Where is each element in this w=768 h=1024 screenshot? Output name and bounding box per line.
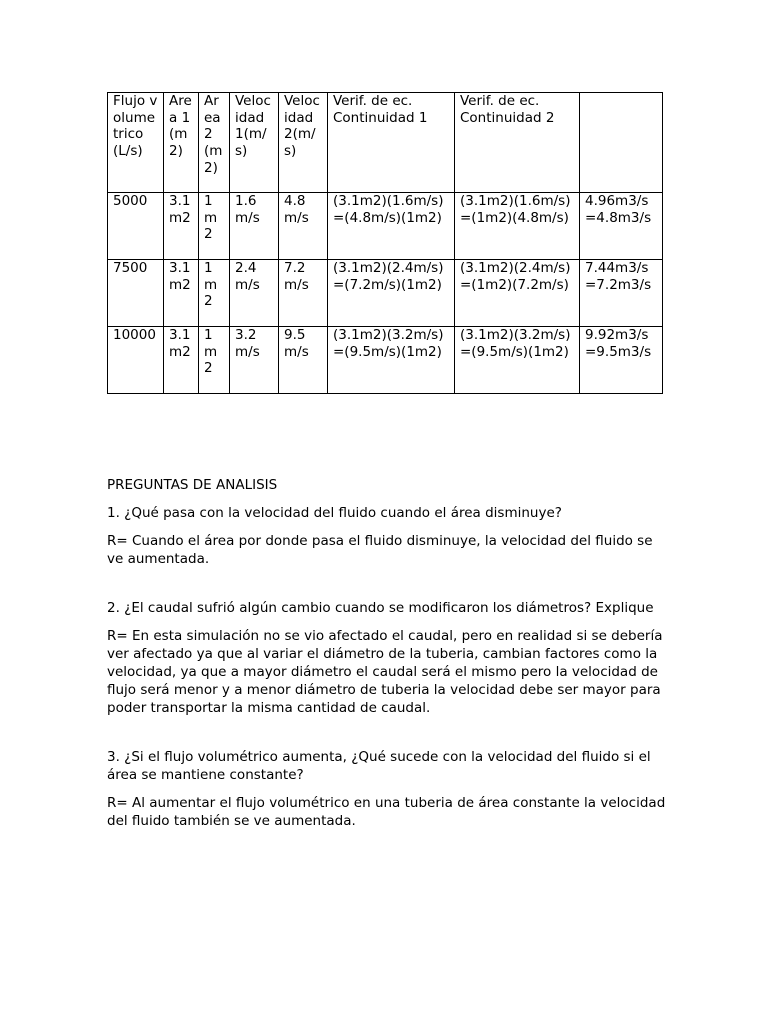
table-cell: 3.1m2 xyxy=(164,193,199,260)
table-cell: 4.96m3/s=4.8m3/s xyxy=(580,193,663,260)
table-cell: 7.44m3/s=7.2m3/s xyxy=(580,260,663,327)
table-cell: (3.1m2)(3.2m/s)=(9.5m/s)(1m2) xyxy=(455,327,580,394)
table-cell: (3.1m2)(1.6m/s)=(1m2)(4.8m/s) xyxy=(455,193,580,260)
answer-2: R= En esta simulación no se vio afectado el caudal, pero en realidad si se debería ver afectado ya que al variar el diámetro de la tuberia, cambian factores como la velocidad, ya que a mayor diámetro el caudal será el mismo pero la velocidad de flujo será menor y a menor diámetro de tuberia la velocidad debe ser mayor para poder transportar la misma cantidad de caudal. xyxy=(107,628,663,716)
table-cell: 4.8 m/s xyxy=(279,193,328,260)
table-cell: 1m2 xyxy=(199,193,230,260)
table-cell: (3.1m2)(3.2m/s)=(9.5m/s)(1m2) xyxy=(328,327,455,394)
table-cell: 9.92m3/s=9.5m3/s xyxy=(580,327,663,394)
header-cell: Area 2 (m2) xyxy=(199,93,230,193)
analysis-questions xyxy=(107,476,667,861)
table-cell: 5000 xyxy=(108,193,164,260)
header-cell xyxy=(580,93,663,193)
table-cell: 2.4 m/s xyxy=(230,260,279,327)
table-cell: 7.2 m/s xyxy=(279,260,328,327)
answer-3: R= Al aumentar el flujo volumétrico en una tuberia de área constante la velocidad del fluido también se ve aumentada. xyxy=(107,795,666,829)
data-table xyxy=(107,92,663,394)
header-cell: Area 1 (m2) xyxy=(164,93,199,193)
header-cell: Verif. de ec. Continuidad 2 xyxy=(455,93,580,193)
table-cell: 9.5 m/s xyxy=(279,327,328,394)
table-cell: 1m2 xyxy=(199,260,230,327)
table-cell: 3.2 m/s xyxy=(230,327,279,394)
table-row xyxy=(108,193,663,260)
question-1: 1. ¿Qué pasa con la velocidad del fluido cuando el área disminuye? xyxy=(107,505,562,521)
table-header-row xyxy=(108,93,663,193)
section-title: PREGUNTAS DE ANALISIS xyxy=(107,477,278,493)
question-2: 2. ¿El caudal sufrió algún cambio cuando se modificaron los diámetros? Explique xyxy=(107,600,654,616)
table-cell: 7500 xyxy=(108,260,164,327)
table-cell: 1m2 xyxy=(199,327,230,394)
header-cell: Velocidad 2(m/s) xyxy=(279,93,328,193)
answer-1: R= Cuando el área por donde pasa el fluido disminuye, la velocidad del fluido se ve aumentada. xyxy=(107,533,653,567)
table-cell: 3.1m2 xyxy=(164,327,199,394)
table-cell: 10000 xyxy=(108,327,164,394)
header-cell: Flujo volumetrico (L/s) xyxy=(108,93,164,193)
table-cell: (3.1m2)(2.4m/s)=(7.2m/s)(1m2) xyxy=(328,260,455,327)
header-cell: Verif. de ec. Continuidad 1 xyxy=(328,93,455,193)
question-3: 3. ¿Si el flujo volumétrico aumenta, ¿Qué sucede con la velocidad del fluido si el área se mantiene constante? xyxy=(107,749,651,783)
table-cell: (3.1m2)(1.6m/s)=(4.8m/s)(1m2) xyxy=(328,193,455,260)
table-cell: 1.6 m/s xyxy=(230,193,279,260)
table-cell: 3.1m2 xyxy=(164,260,199,327)
header-cell: Velocidad 1(m/s) xyxy=(230,93,279,193)
table-cell: (3.1m2)(2.4m/s)=(1m2)(7.2m/s) xyxy=(455,260,580,327)
table-row xyxy=(108,327,663,394)
table-row xyxy=(108,260,663,327)
